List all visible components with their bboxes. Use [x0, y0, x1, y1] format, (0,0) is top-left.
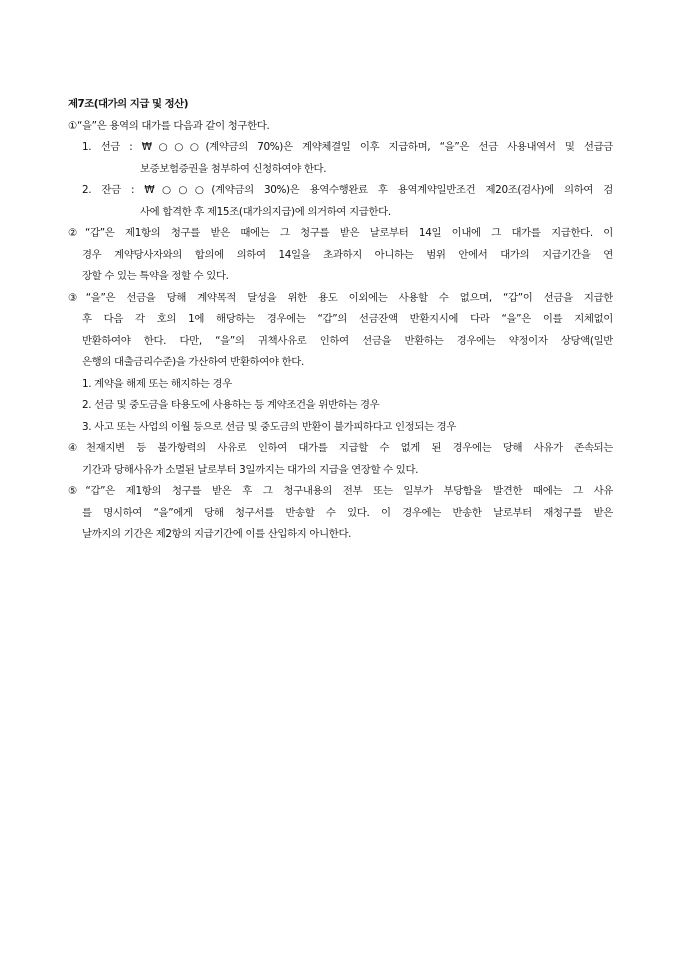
article-line: ①“을”은 용역의 대가를 다음과 같이 청구한다. — [68, 119, 270, 132]
article-line: 사에 합격한 후 제15조(대가의지급)에 의거하여 지급한다. — [140, 205, 391, 218]
article-line: 를 명시하여 “을”에게 당해 청구서를 반송할 수 있다. 이 경우에는 반송한 날로부터 재청구를 받은 — [82, 506, 613, 519]
article-line: 반환하여야 한다. 다만, “을”의 귀책사유로 인하여 선금을 반환하는 경우에는 약정이자 상당액(일반 — [82, 334, 613, 347]
article-line: 2. 선금 및 중도금을 타용도에 사용하는 등 계약조건을 위반하는 경우 — [82, 399, 380, 411]
article-line: 은행의 대출금리수준)을 가산하여 반환하여야 한다. — [82, 356, 304, 368]
article-line: ③“을”은 선금을 당해 계약목적 달성을 위한 용도 이외에는 사용할 수 없으며, “갑”이 선금을 지급한 — [68, 291, 613, 304]
article-line: 날까지의 기간은 제2항의 지급기간에 이를 산입하지 아니한다. — [82, 528, 352, 540]
article-line: 2. 잔금 : ₩○○○(계약금의 30%)은 용역수행완료 후 용역계약일반조건 제20조(검사)에 의하여 검 — [82, 184, 613, 196]
article-line: 보증보험증권을 첨부하여 신청하여야 한다. — [140, 162, 327, 175]
article-line: 1. 선금 : ₩○○○(계약금의 70%)은 계약체결일 이후 지급하며, “을”은 선금 사용내역서 및 선급금 — [82, 141, 613, 153]
article-line: 경우 계약당사자와의 합의에 의하여 14일을 초과하지 아니하는 범위 안에서 대가의 지급기간을 연 — [82, 248, 613, 261]
article-line: 3. 사고 또는 사업의 이월 등으로 선금 및 중도금의 반환이 불가피하다고 인정되는 경우 — [82, 420, 457, 433]
article-line: 1. 계약을 해제 또는 해지하는 경우 — [82, 377, 232, 390]
article-body — [68, 116, 613, 546]
article-line: 장할 수 있는 특약을 정할 수 있다. — [82, 270, 229, 282]
article-line: ⑤“갑”은 제1항의 청구를 받은 후 그 청구내용의 전부 또는 일부가 부당함을 발견한 때에는 그 사유 — [68, 485, 613, 497]
document-page — [68, 94, 613, 546]
article-line: 기간과 당해사유가 소멸된 날로부터 3일까지는 대가의 지급을 연장할 수 있다. — [82, 463, 419, 476]
article-line: 후 다음 각 호의 1에 해당하는 경우에는 “갑”의 선금잔액 반환지시에 다라 “을”은 이를 지체없이 — [82, 313, 613, 325]
article-title: 제7조(대가의 지급 및 정산) — [68, 98, 188, 110]
article-line: ②“갑”은 제1항의 청구를 받은 때에는 그 청구를 받은 날로부터 14일 이내에 그 대가를 지급한다. 이 — [68, 227, 613, 239]
article-line: ④천재지변 등 불가항력의 사유로 인하여 대가를 지급할 수 없게 된 경우에는 당해 사유가 존속되는 — [68, 442, 613, 454]
